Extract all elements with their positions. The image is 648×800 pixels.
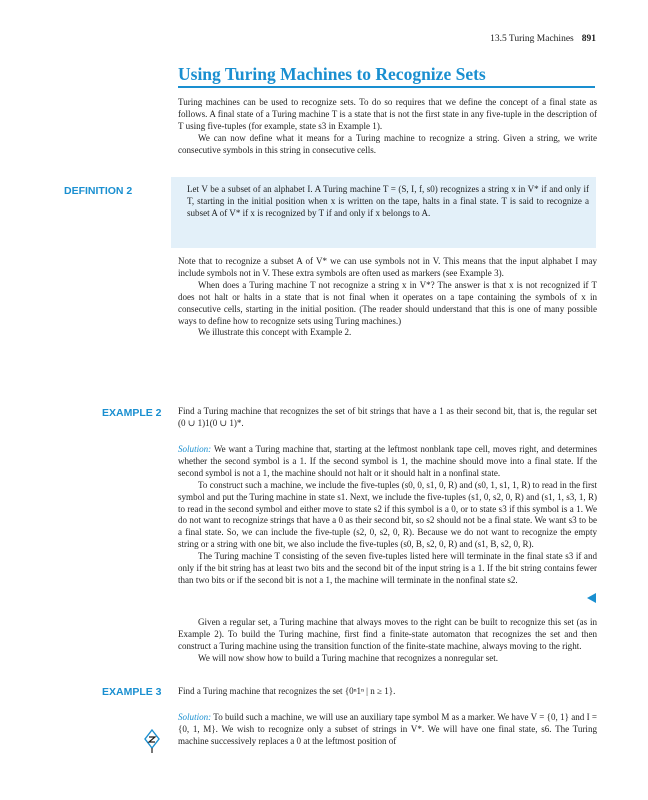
section-heading: Using Turing Machines to Recognize Sets [178, 64, 486, 84]
after-def-paragraph-2: When does a Turing machine T not recognize a string x in V*? The answer is that x is not recognized if T does not halt or halts in a state that is not final when it operates on a tape containing the symbols of x in consecutive cells, starting in the initial position. (The reader should understand that this is one of many possible ways to define how to recognize sets using Turing machines.) [178, 279, 597, 326]
example-3-solution-paragraph-1: To build such a machine, we will use an auxiliary tape symbol M as a marker. We have V = {0, 1} and I = {0, 1, M}. We wish to recognize only a subset of strings in V*. We will have one final state, s6. The Turing machine successively replaces a 0 at the leftmost position of [178, 712, 597, 746]
solution-label-3: Solution: [178, 712, 212, 722]
intro-paragraph-1: Turing machines can be used to recognize sets. To do so requires that we define the concept of a final state as follows. A final state of a Turing machine T is a state that is not the first state in any five-tuple in the description of T using five-tuples (for example, state s3 in Example 1). [178, 97, 597, 131]
page-number: 891 [581, 34, 596, 44]
example-3-label: EXAMPLE 3 [102, 686, 162, 698]
example-2-solution-paragraph-1: We want a Turing machine that, starting at the leftmost nonblank tape cell, moves right, and determines whether the second symbol is a 1. If the second symbol is 1, the machine should move into a final state. If the second symbol is not a 1, the machine should not halt or it should halt in a nonfinal state. [178, 444, 597, 478]
definition-text: Let V be a subset of an alphabet I. A Turing machine T = (S, I, f, s0) recognizes a string x in V* if and only if T, starting in the initial position when x is written on the tape, halts in a final state. T is said to recognize a subset A of V* if x is recognized by T if and only if x belongs to A. [187, 184, 589, 218]
running-header [490, 34, 596, 44]
example-3-problem: Find a Turing machine that recognizes the set {0ⁿ1ⁿ | n ≥ 1}. [178, 686, 396, 696]
example-2-solution-paragraph-3: The Turing machine T consisting of the seven five-tuples listed here will terminate in the final state s3 if and only if the bit string has at least two bits and the second bit of the input string is a 1. If the bit string contains fewer than two bits or if the second bit is not a 1, the machine will terminate in the nonfinal state s2. [178, 551, 597, 585]
example-2-label: EXAMPLE 2 [102, 407, 162, 419]
between-paragraph-2: We will now show how to build a Turing machine that recognizes a nonregular set. [198, 652, 499, 663]
intro-paragraph-2: We can now define what it means for a Turing machine to recognize a string. Given a string, we write consecutive symbols in this string in consecutive cells. [178, 132, 597, 155]
between-paragraph-1: Given a regular set, a Turing machine that always moves to the right can be built to recognize this set (as in Example 2). To build the Turing machine, first find a finite-state automaton that recognizes the set and then construct a Turing machine using the transition function of the finite-state machine, always moving to the right. [178, 617, 597, 651]
section-title: 13.5 Turing Machines [490, 34, 574, 44]
solution-label: Solution: [178, 444, 212, 454]
example-3-solution [178, 712, 597, 748]
after-def-paragraph-1: Note that to recognize a subset A of V* we can use symbols not in V. This means that the input alphabet I may include symbols not in V. These extra symbols are often used as markers (see Example 3). [178, 256, 597, 278]
extra-examples-icon [143, 728, 161, 754]
after-def-paragraph-3: We illustrate this concept with Example 2. [198, 327, 352, 338]
after-definition-block [178, 256, 597, 339]
definition-label: DEFINITION 2 [64, 185, 133, 197]
example-2-solution [178, 444, 597, 587]
intro-block [178, 97, 597, 157]
end-of-example-icon [587, 593, 596, 603]
heading-rule [178, 86, 595, 88]
example-2-solution-paragraph-2: To construct such a machine, we include the five-tuples (s0, 0, s1, 0, R) and (s0, 1, s1, 1, R) to read in the first symbol and put the Turing machine in state s1. Next, we include the five-tuples (s1, 0, s2, 0, R) and (s1, 1, s3, 1, R) to read in the second symbol and either move to state s2 if this symbol is a 0, or to state s3 if this symbol is a 1. We do not want to recognize strings that have a 0 as their second bit, so s2 should not be a final state. We want s3 to be a final state. So, we can include the five-tuple (s2, 0, s2, 0, R). Because we do not want to recognize the empty string or a string with one bit, we also include the five-tuples (s0, B, s2, 0, R) and (s1, B, s2, 0, R). [178, 479, 597, 550]
example-2-problem: Find a Turing machine that recognizes the set of bit strings that have a 1 as their second bit, that is, the regular set (0 ∪ 1)1(0 ∪ 1)*. [178, 406, 597, 428]
between-examples-block [178, 617, 597, 665]
